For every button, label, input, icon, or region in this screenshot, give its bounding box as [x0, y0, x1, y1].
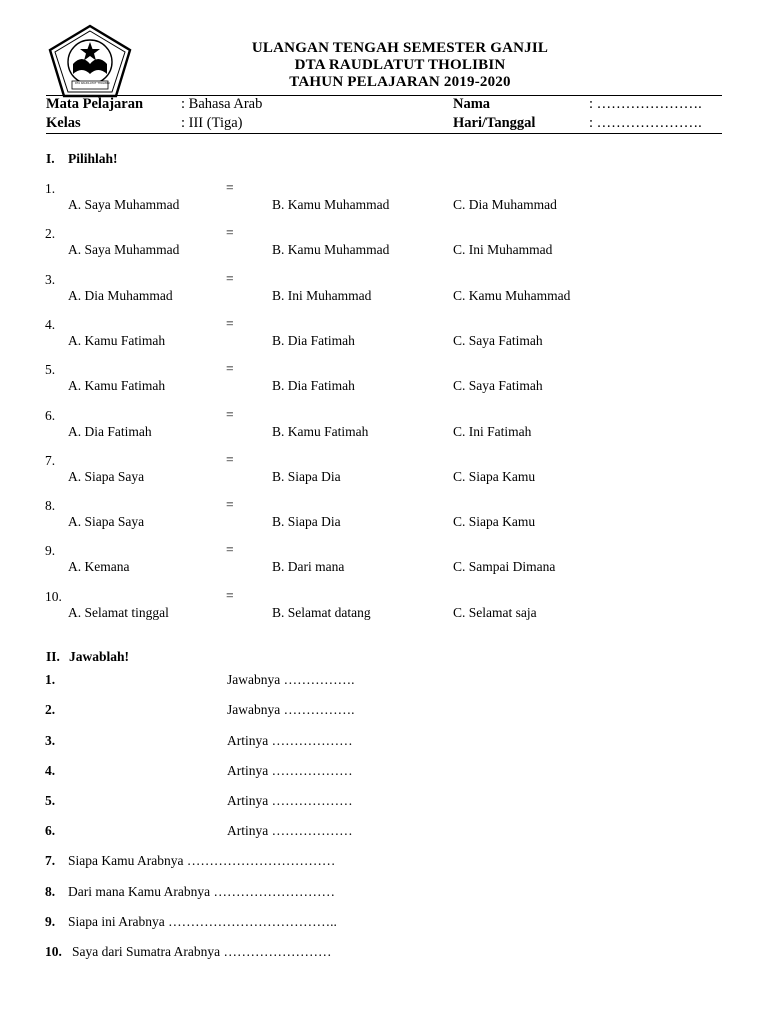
question-equals: = [226, 225, 234, 241]
option-c[interactable]: C. Ini Fatimah [453, 423, 532, 439]
question-number: 7. [45, 452, 56, 468]
question-number: 8. [45, 498, 56, 514]
question-equals: = [226, 587, 234, 603]
essay-item-number: 6. [45, 823, 56, 838]
question-equals: = [226, 361, 234, 377]
option-b[interactable]: B. Ini Muhammad [272, 287, 372, 303]
option-a[interactable]: A. Siapa Saya [68, 468, 145, 484]
option-a[interactable]: A. Saya Muhammad [68, 197, 180, 212]
option-c[interactable]: C. Saya Fatimah [453, 378, 543, 394]
essay-item-number: 10. [45, 944, 62, 959]
school-name: DTA RAUDLATUT THOLIBIN [294, 57, 506, 73]
academic-year: TAHUN PELAJARAN 2019-2020 [289, 74, 511, 90]
option-a[interactable]: A. Selamat tinggal [68, 604, 169, 620]
essay-item-answer[interactable]: Artinya ……………… [227, 733, 353, 748]
question-number: 10. [45, 588, 62, 604]
question-equals: = [226, 542, 234, 558]
option-a[interactable]: A. Dia Fatimah [68, 423, 152, 439]
question-equals: = [226, 180, 234, 195]
question-number: 2. [45, 226, 56, 242]
essay-item-number: 3. [45, 733, 56, 748]
essay-item-number: 1. [45, 672, 56, 687]
question-number: 4. [45, 316, 56, 332]
question-equals: = [226, 270, 234, 286]
option-c[interactable]: C. Siapa Kamu [453, 514, 536, 530]
essay-item-answer[interactable]: Dari mana Kamu Arabnya ……………………… [68, 884, 335, 899]
part1-heading: Pilihlah! [68, 151, 118, 166]
essay-item-answer[interactable]: Jawabnya ……………. [227, 672, 355, 687]
question-equals: = [226, 497, 234, 513]
option-c[interactable]: C. Saya Fatimah [453, 332, 543, 348]
option-b[interactable]: B. Siapa Dia [272, 514, 341, 530]
essay-item-number: 9. [45, 914, 56, 929]
date-label: Hari/Tanggal [453, 115, 536, 131]
essay-item-answer[interactable]: Siapa Kamu Arabnya …………………………… [68, 853, 336, 868]
question-equals: = [226, 406, 234, 422]
option-a[interactable]: A. Kemana [68, 559, 130, 575]
logo-caption: DTA RAUDLATUT THOLIBIN [75, 82, 110, 85]
part2-number: II. [46, 649, 60, 664]
option-b[interactable]: B. Kamu Muhammad [272, 242, 390, 258]
option-b[interactable]: B. Dari mana [272, 559, 345, 575]
class-value: : III (Tiga) [181, 115, 243, 131]
option-b[interactable]: B. Kamu Muhammad [272, 197, 390, 212]
subject-label: Mata Pelajaran [46, 96, 144, 112]
option-b[interactable]: B. Dia Fatimah [272, 332, 355, 348]
option-a[interactable]: A. Saya Muhammad [68, 242, 180, 258]
option-a[interactable]: A. Dia Muhammad [68, 287, 173, 303]
option-a[interactable]: A. Kamu Fatimah [68, 378, 166, 394]
option-b[interactable]: B. Dia Fatimah [272, 378, 355, 394]
option-c[interactable]: C. Kamu Muhammad [453, 287, 571, 303]
part1-number: I. [46, 151, 55, 166]
school-logo [48, 24, 132, 98]
exam-title: ULANGAN TENGAH SEMESTER GANJIL [251, 40, 549, 56]
question-number: 5. [45, 362, 56, 378]
essay-item-answer[interactable]: Siapa ini Arabnya ……………………………….. [68, 914, 337, 929]
essay-item-answer[interactable]: Artinya ……………… [227, 823, 353, 838]
essay-item-number: 7. [45, 853, 56, 868]
essay-item-answer[interactable]: Saya dari Sumatra Arabnya …………………… [72, 944, 332, 959]
essay-item-number: 2. [45, 702, 56, 717]
option-a[interactable]: A. Kamu Fatimah [68, 332, 166, 348]
question-equals: = [226, 315, 234, 331]
option-b[interactable]: B. Siapa Dia [272, 468, 341, 484]
option-c[interactable]: C. Sampai Dimana [453, 559, 556, 575]
name-field[interactable]: : …………………. [589, 96, 702, 112]
option-b[interactable]: B. Kamu Fatimah [272, 423, 369, 439]
bottom-rule [46, 133, 722, 134]
option-c[interactable]: C. Ini Muhammad [453, 242, 553, 258]
essay-item-number: 8. [45, 884, 56, 899]
question-number: 9. [45, 543, 56, 559]
class-label: Kelas [46, 115, 81, 131]
option-a[interactable]: A. Siapa Saya [68, 514, 145, 530]
name-label: Nama [453, 96, 491, 112]
question-equals: = [226, 451, 234, 467]
part2-heading: Jawablah! [69, 649, 130, 664]
subject-value: : Bahasa Arab [181, 96, 263, 112]
essay-item-number: 5. [45, 793, 56, 808]
question-number: 6. [45, 407, 56, 423]
question-number: 1. [45, 181, 56, 196]
option-b[interactable]: B. Selamat datang [272, 604, 371, 620]
option-c[interactable]: C. Selamat saja [453, 604, 537, 620]
date-field[interactable]: : …………………. [589, 115, 702, 131]
essay-item-answer[interactable]: Jawabnya ……………. [227, 702, 355, 717]
option-c[interactable]: C. Dia Muhammad [453, 197, 557, 212]
option-c[interactable]: C. Siapa Kamu [453, 468, 536, 484]
essay-item-number: 4. [45, 763, 56, 778]
essay-item-answer[interactable]: Artinya ……………… [227, 793, 353, 808]
essay-item-answer[interactable]: Artinya ……………… [227, 763, 353, 778]
question-number: 3. [45, 271, 56, 287]
